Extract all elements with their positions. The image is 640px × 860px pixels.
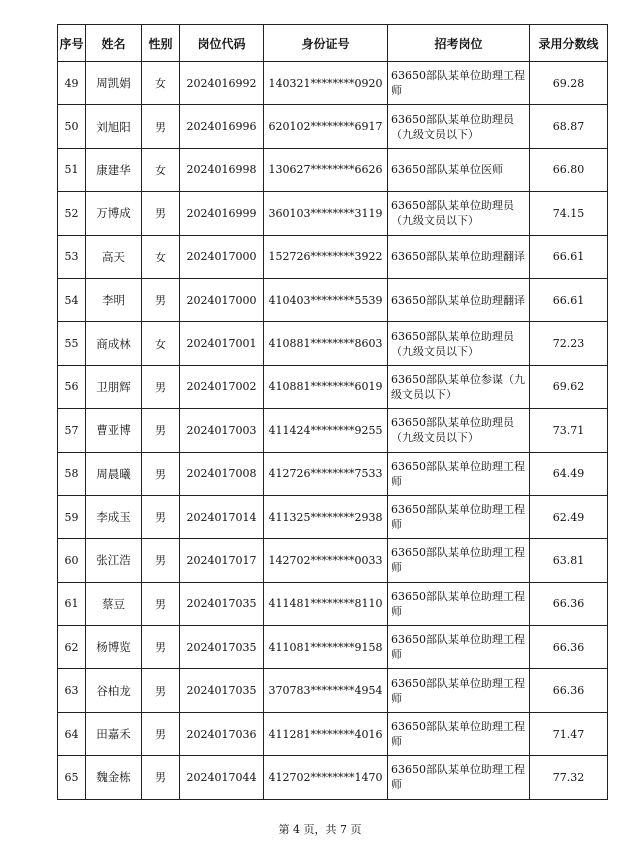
table-row [58, 192, 608, 235]
id-number-cell: 412702********1470 [264, 756, 388, 799]
cutoff-score-cell: 66.61 [530, 278, 608, 321]
post-code-cell: 2024017001 [180, 322, 264, 365]
name-cell: 李明 [86, 278, 142, 321]
name-cell: 魏金栋 [86, 756, 142, 799]
gender-cell: 女 [142, 148, 180, 191]
index-cell: 60 [58, 539, 86, 582]
post-code-cell: 2024017036 [180, 712, 264, 755]
index-cell: 56 [58, 365, 86, 408]
gender-cell: 女 [142, 322, 180, 365]
table-row [58, 365, 608, 408]
cutoff-score-cell: 69.28 [530, 62, 608, 105]
gender-cell: 男 [142, 756, 180, 799]
table-row [58, 582, 608, 625]
id-number-cell: 410881********8603 [264, 322, 388, 365]
post-cell: 63650部队某单位助理工程师 [388, 452, 530, 495]
cutoff-score-cell: 68.87 [530, 105, 608, 148]
post-code-cell: 2024017002 [180, 365, 264, 408]
post-code-cell: 2024017014 [180, 495, 264, 538]
header-gender: 性别 [142, 25, 180, 62]
name-cell: 高天 [86, 235, 142, 278]
page-number: 第 4 页，共 7 页 [278, 823, 362, 836]
cutoff-score-cell: 73.71 [530, 409, 608, 452]
name-cell: 商成林 [86, 322, 142, 365]
name-cell: 周凯娟 [86, 62, 142, 105]
id-number-cell: 130627********6626 [264, 148, 388, 191]
name-cell: 田嘉禾 [86, 712, 142, 755]
id-number-cell: 411325********2938 [264, 495, 388, 538]
post-code-cell: 2024017035 [180, 582, 264, 625]
gender-cell: 男 [142, 365, 180, 408]
table-row [58, 105, 608, 148]
post-cell: 63650部队某单位助理工程师 [388, 712, 530, 755]
post-cell: 63650部队某单位助理翻译 [388, 278, 530, 321]
post-code-cell: 2024017044 [180, 756, 264, 799]
name-cell: 周晨曦 [86, 452, 142, 495]
header-post-code: 岗位代码 [180, 25, 264, 62]
cutoff-score-cell: 66.36 [530, 582, 608, 625]
index-cell: 55 [58, 322, 86, 365]
id-number-cell: 410403********5539 [264, 278, 388, 321]
post-code-cell: 2024017003 [180, 409, 264, 452]
header-id-number: 身份证号 [264, 25, 388, 62]
post-cell: 63650部队某单位助理工程师 [388, 62, 530, 105]
id-number-cell: 412726********7533 [264, 452, 388, 495]
id-number-cell: 620102********6917 [264, 105, 388, 148]
post-code-cell: 2024017000 [180, 278, 264, 321]
id-number-cell: 140321********0920 [264, 62, 388, 105]
name-cell: 谷柏龙 [86, 669, 142, 712]
name-cell: 万博成 [86, 192, 142, 235]
id-number-cell: 142702********0033 [264, 539, 388, 582]
post-cell: 63650部队某单位助理员（九级文员以下） [388, 322, 530, 365]
post-code-cell: 2024017000 [180, 235, 264, 278]
table-row [58, 62, 608, 105]
post-cell: 63650部队某单位助理工程师 [388, 539, 530, 582]
index-cell: 65 [58, 756, 86, 799]
cutoff-score-cell: 77.32 [530, 756, 608, 799]
cutoff-score-cell: 72.23 [530, 322, 608, 365]
index-cell: 58 [58, 452, 86, 495]
index-cell: 57 [58, 409, 86, 452]
post-code-cell: 2024017017 [180, 539, 264, 582]
index-cell: 59 [58, 495, 86, 538]
id-number-cell: 360103********3119 [264, 192, 388, 235]
post-code-cell: 2024017035 [180, 626, 264, 669]
post-cell: 63650部队某单位助理工程师 [388, 582, 530, 625]
table-row [58, 756, 608, 799]
table-row [58, 626, 608, 669]
cutoff-score-cell: 66.80 [530, 148, 608, 191]
gender-cell: 男 [142, 539, 180, 582]
post-cell: 63650部队某单位助理工程师 [388, 756, 530, 799]
cutoff-score-cell: 66.61 [530, 235, 608, 278]
post-cell: 63650部队某单位助理工程师 [388, 669, 530, 712]
gender-cell: 男 [142, 626, 180, 669]
name-cell: 康建华 [86, 148, 142, 191]
post-cell: 63650部队某单位助理员（九级文员以下） [388, 409, 530, 452]
post-cell: 63650部队某单位助理工程师 [388, 626, 530, 669]
index-cell: 52 [58, 192, 86, 235]
id-number-cell: 411281********4016 [264, 712, 388, 755]
gender-cell: 男 [142, 278, 180, 321]
gender-cell: 女 [142, 62, 180, 105]
index-cell: 63 [58, 669, 86, 712]
gender-cell: 男 [142, 582, 180, 625]
post-cell: 63650部队某单位医师 [388, 148, 530, 191]
cutoff-score-cell: 63.81 [530, 539, 608, 582]
table-row [58, 322, 608, 365]
header-cutoff-score: 录用分数线 [530, 25, 608, 62]
id-number-cell: 411081********9158 [264, 626, 388, 669]
name-cell: 杨博览 [86, 626, 142, 669]
cutoff-score-cell: 64.49 [530, 452, 608, 495]
post-cell: 63650部队某单位助理员（九级文员以下） [388, 192, 530, 235]
table-row [58, 452, 608, 495]
index-cell: 62 [58, 626, 86, 669]
cutoff-score-cell: 71.47 [530, 712, 608, 755]
name-cell: 曹亚博 [86, 409, 142, 452]
index-cell: 61 [58, 582, 86, 625]
table-row [58, 409, 608, 452]
post-code-cell: 2024016998 [180, 148, 264, 191]
post-code-cell: 2024017008 [180, 452, 264, 495]
gender-cell: 女 [142, 235, 180, 278]
gender-cell: 男 [142, 712, 180, 755]
name-cell: 刘旭阳 [86, 105, 142, 148]
index-cell: 49 [58, 62, 86, 105]
post-cell: 63650部队某单位助理员（九级文员以下） [388, 105, 530, 148]
table-header-row [58, 25, 608, 62]
post-cell: 63650部队某单位助理翻译 [388, 235, 530, 278]
header-index: 序号 [58, 25, 86, 62]
table-row [58, 278, 608, 321]
name-cell: 卫朋辉 [86, 365, 142, 408]
gender-cell: 男 [142, 452, 180, 495]
id-number-cell: 370783********4954 [264, 669, 388, 712]
name-cell: 蔡豆 [86, 582, 142, 625]
table-row [58, 539, 608, 582]
post-code-cell: 2024017035 [180, 669, 264, 712]
post-code-cell: 2024016999 [180, 192, 264, 235]
post-cell: 63650部队某单位参谋（九级文员以下） [388, 365, 530, 408]
index-cell: 54 [58, 278, 86, 321]
gender-cell: 男 [142, 192, 180, 235]
id-number-cell: 411481********8110 [264, 582, 388, 625]
table-row [58, 235, 608, 278]
header-post: 招考岗位 [388, 25, 530, 62]
table-row [58, 712, 608, 755]
header-name: 姓名 [86, 25, 142, 62]
id-number-cell: 411424********9255 [264, 409, 388, 452]
cutoff-score-cell: 66.36 [530, 669, 608, 712]
gender-cell: 男 [142, 495, 180, 538]
name-cell: 张江浩 [86, 539, 142, 582]
post-code-cell: 2024016992 [180, 62, 264, 105]
index-cell: 64 [58, 712, 86, 755]
gender-cell: 男 [142, 105, 180, 148]
table-row [58, 148, 608, 191]
id-number-cell: 152726********3922 [264, 235, 388, 278]
cutoff-score-cell: 69.62 [530, 365, 608, 408]
cutoff-score-cell: 66.36 [530, 626, 608, 669]
cutoff-score-cell: 74.15 [530, 192, 608, 235]
index-cell: 51 [58, 148, 86, 191]
admission-table [57, 24, 608, 800]
name-cell: 李成玉 [86, 495, 142, 538]
post-cell: 63650部队某单位助理工程师 [388, 495, 530, 538]
post-code-cell: 2024016996 [180, 105, 264, 148]
table-row [58, 495, 608, 538]
gender-cell: 男 [142, 669, 180, 712]
id-number-cell: 410881********6019 [264, 365, 388, 408]
index-cell: 53 [58, 235, 86, 278]
gender-cell: 男 [142, 409, 180, 452]
table-row [58, 669, 608, 712]
cutoff-score-cell: 62.49 [530, 495, 608, 538]
index-cell: 50 [58, 105, 86, 148]
